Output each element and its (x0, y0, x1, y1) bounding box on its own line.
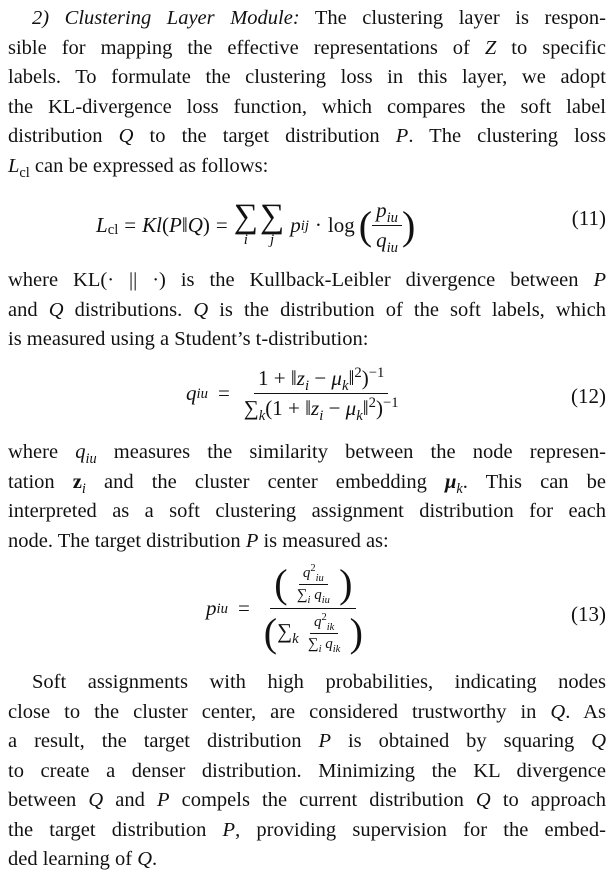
intro-paragraph (8, 4, 606, 181)
text-line: tation $z_i$ and the cluster center embedding $\mu_k$. This can be (8, 470, 607, 497)
text-line: Soft assignments with high probabilities, indicating nodes (32, 671, 606, 693)
text-line: labels. To formulate the clustering loss in this layer, we adopt (8, 66, 606, 88)
text-line: distribution Q to the target distribution P. The clustering loss (8, 125, 606, 147)
equation-12: q iu = $\frac{1 + ‖z_i - \mu_k‖^2)^{-1}}{\sum_k(1 + ‖z_i - \mu_k‖^2)^{-1}}$ (12) (186, 365, 606, 425)
text-line: the KL-divergence loss function, which compares the soft label (8, 95, 606, 118)
text-line: sible for mapping the effective representations of Z to specific (8, 36, 606, 59)
paragraph-after-eq13 (8, 668, 606, 875)
text-line: is measured using a Student’s t-distribution: (8, 328, 369, 350)
text-line: $L_{cl}$ can be expressed as follows: (8, 154, 269, 181)
section-heading: 2) Clustering Layer Module: (32, 7, 300, 29)
text-line: ded learning of Q. (8, 848, 158, 870)
equation-number: (13) (571, 602, 606, 626)
equation-11: L cl = Kl ( P ‖ Q ) = ∑ i ∑ j p ij · log ( $\frac{p_{iu}}{q_{iu}}$ ) (11) (96, 198, 606, 257)
text-line: where KL(· || ·) is the Kullback-Leibler divergence between P (8, 269, 606, 291)
text-line: 2) Clustering Layer Module: The clustering layer is respon- (32, 7, 606, 29)
text-line: between Q and P compels the current distribution Q to approach (8, 789, 606, 811)
text-line: close to the cluster center, are considered trustworthy in Q. As (8, 700, 606, 723)
text-line: interpreted as a soft clustering assignment distribution for each (8, 500, 606, 522)
text-line: to create a denser distribution. Minimizing the KL divergence (8, 759, 606, 782)
text-line: and Q distributions. Q is the distribution of the soft labels, which (8, 298, 606, 321)
text-line: the target distribution P, providing supervision for the embed- (8, 818, 606, 841)
paragraph-after-eq11 (8, 266, 606, 355)
paragraph-after-eq12 (8, 438, 606, 556)
text-line: node. The target distribution P is measured as: (8, 529, 389, 552)
equation-number: (12) (571, 384, 606, 408)
equation-13: p iu = ( $\frac{q^2_{iu}}{\sum_i q_{iu}}$ ) ($\sum_k$ $\frac{q^2_{ik}}{\sum_i q_{ik}}$ ) (13) (206, 561, 606, 655)
text-line: where $q_{iu}$ measures the similarity between the node represen- (8, 441, 606, 468)
equation-number: (11) (571, 206, 606, 230)
text-line: a result, the target distribution P is obtained by squaring Q (8, 730, 606, 752)
